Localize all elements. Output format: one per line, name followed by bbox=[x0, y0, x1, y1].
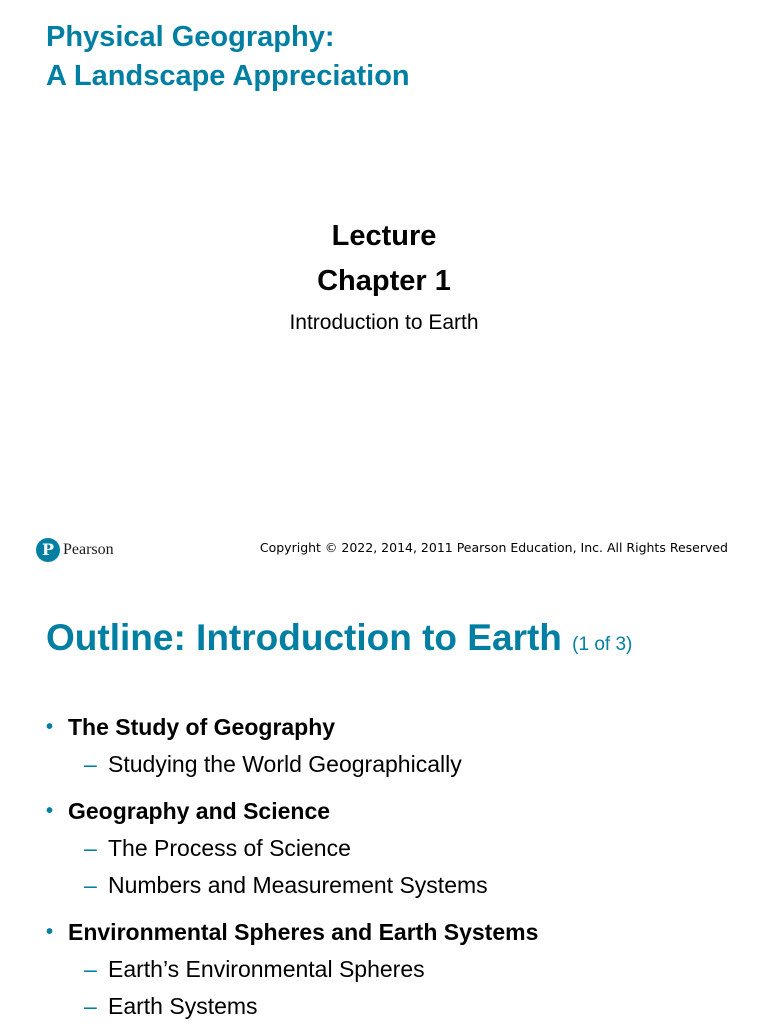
dash-icon: – bbox=[84, 751, 97, 777]
pearson-logo bbox=[36, 538, 114, 562]
bullet-icon: • bbox=[46, 716, 54, 738]
outline-sub-item bbox=[46, 870, 746, 900]
outline-slide-count: (1 of 3) bbox=[572, 634, 633, 655]
pearson-logo-icon: P bbox=[36, 538, 60, 562]
chapter-label: Chapter 1 bbox=[317, 265, 451, 297]
outline-sub-item-label: Earth’s Environmental Spheres bbox=[108, 956, 425, 982]
outline-bullet-label: The Study of Geography bbox=[68, 714, 336, 740]
copyright-notice: Copyright © 2022, 2014, 2011 Pearson Education, Inc. All Rights Reserved bbox=[259, 540, 728, 555]
dash-icon: – bbox=[84, 956, 97, 982]
book-title-line-1: Physical Geography: bbox=[46, 21, 335, 53]
outline-sub-item bbox=[46, 749, 746, 779]
outline-bullet-label: Environmental Spheres and Earth Systems bbox=[68, 919, 539, 945]
book-title bbox=[46, 18, 410, 96]
book-title-line-2: A Landscape Appreciation bbox=[46, 60, 410, 92]
outline-bullet bbox=[46, 796, 746, 826]
outline-list bbox=[46, 712, 746, 1024]
lecture-label: Lecture bbox=[331, 220, 437, 252]
outline-bullet bbox=[46, 917, 746, 947]
lecture-heading-block bbox=[0, 218, 768, 337]
outline-sub-item bbox=[46, 833, 746, 863]
outline-sub-item-label: Studying the World Geographically bbox=[108, 751, 462, 777]
dash-icon: – bbox=[84, 835, 97, 861]
outline-sub-item bbox=[46, 991, 746, 1021]
outline-sub-item-label: Numbers and Measurement Systems bbox=[108, 872, 488, 898]
outline-sub-item-label: Earth Systems bbox=[108, 993, 258, 1019]
pearson-logo-wordmark: Pearson bbox=[63, 541, 114, 558]
outline-group bbox=[46, 917, 746, 1021]
dash-icon: – bbox=[84, 993, 97, 1019]
dash-icon: – bbox=[84, 872, 97, 898]
chapter-subtitle: Introduction to Earth bbox=[289, 311, 479, 334]
outline-sub-item-label: The Process of Science bbox=[108, 835, 351, 861]
outline-sub-item bbox=[46, 954, 746, 984]
outline-slide bbox=[0, 580, 768, 1024]
outline-title bbox=[46, 616, 632, 667]
outline-group bbox=[46, 796, 746, 900]
bullet-icon: • bbox=[46, 800, 54, 822]
outline-bullet bbox=[46, 712, 746, 742]
bullet-icon: • bbox=[46, 921, 54, 943]
outline-group bbox=[46, 712, 746, 779]
outline-bullet-label: Geography and Science bbox=[68, 798, 331, 824]
outline-title-text: Outline: Introduction to Earth bbox=[46, 617, 562, 658]
